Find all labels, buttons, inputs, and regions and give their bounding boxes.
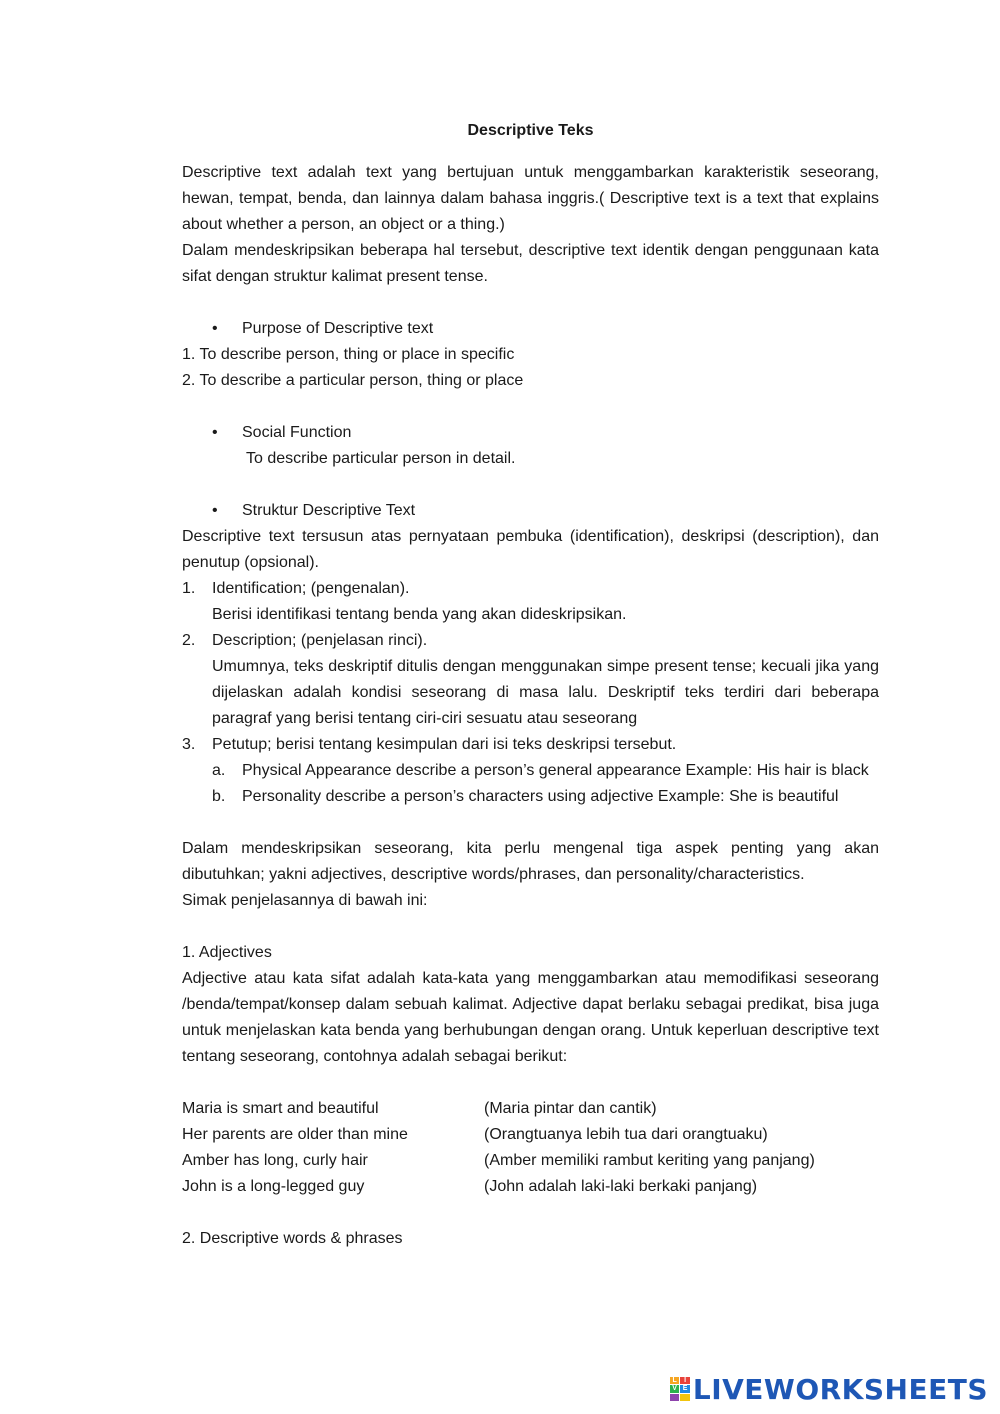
adjectives-heading: 1. Adjectives	[182, 944, 272, 961]
adjectives-paragraph: Adjective atau kata sifat adalah kata-kata yang menggambarkan atau memodifikasi seseorang /benda/tempat/konsep dalam sebuah kalimat. Adjective dapat berlaku sebagai predikat, bisa juga untuk menjelaskan kata benda yang berhubungan dengan orang. Untuk keperluan descriptive text tentang seseorang, contohnya adalah sebagai berikut:	[182, 970, 879, 1065]
structure-intro: Descriptive text tersusun atas pernyataan pembuka (identification), deskripsi (description), dan penutup (opsional).	[182, 528, 879, 571]
structure-subitem: b. Personality describe a person’s characters using adjective Example: She is beautiful	[212, 788, 839, 805]
social-function-text: To describe particular person in detail.	[246, 450, 516, 467]
structure-item: 1. Identification; (pengenalan).	[182, 580, 410, 597]
descriptive-words-heading: 2. Descriptive words & phrases	[182, 1230, 403, 1247]
worksheet-page	[182, 118, 879, 1252]
example-row: Her parents are older than mine (Orangtuanya lebih tua dari orangtuaku)	[182, 1126, 768, 1143]
page-title: Descriptive Teks	[467, 122, 594, 139]
structure-item: 3. Petutup; berisi tentang kesimpulan dari isi teks deskripsi tersebut.	[182, 736, 677, 753]
purpose-item-1: 1. To describe person, thing or place in specific	[182, 346, 515, 363]
liveworksheets-logo-icon	[670, 1377, 690, 1401]
social-function-heading: • Social Function	[182, 420, 879, 446]
structure-heading: • Struktur Descriptive Text	[182, 498, 879, 524]
example-row: Amber has long, curly hair (Amber memiliki rambut keriting yang panjang)	[182, 1152, 815, 1169]
liveworksheets-logo	[670, 1372, 988, 1406]
logo-wordmark: LIVEWORKSHEETS	[692, 1372, 988, 1406]
purpose-item-2: 2. To describe a particular person, thing or place	[182, 372, 524, 389]
aspects-paragraph: Dalam mendeskripsikan seseorang, kita perlu mengenal tiga aspek penting yang akan dibutuhkan; yakni adjectives, descriptive words/phrases, dan personality/characteristics.	[182, 840, 879, 883]
logo-tile	[670, 1394, 680, 1401]
structure-subitem: a. Physical Appearance describe a person’s general appearance Example: His hair is black	[212, 762, 869, 779]
logo-tile	[680, 1394, 690, 1401]
logo-tile: E	[680, 1385, 690, 1392]
purpose-heading: • Purpose of Descriptive text	[182, 316, 879, 342]
intro-paragraph: Descriptive text adalah text yang bertujuan untuk menggambarkan karakteristik seseorang, hewan, tempat, benda, dan lainnya dalam bahasa inggris.( Descriptive text is a text that explains about whether a person, an object or a thing.)	[182, 164, 879, 233]
aspects-note: Simak penjelasannya di bawah ini:	[182, 892, 428, 909]
structure-item-detail: Umumnya, teks deskriptif ditulis dengan menggunakan simpe present tense; kecuali jika yang dijelaskan adalah kondisi seseorang di masa lalu. Deskriptif teks terdiri dari beberapa paragraf yang berisi tentang ciri-ciri sesuatu atau seseorang	[212, 658, 879, 727]
logo-tile: L	[670, 1377, 680, 1384]
example-row: Maria is smart and beautiful (Maria pintar dan cantik)	[182, 1100, 657, 1117]
structure-item: 2. Description; (penjelasan rinci).	[182, 632, 428, 649]
logo-tile: V	[670, 1385, 680, 1392]
example-row: John is a long-legged guy (John adalah laki-laki berkaki panjang)	[182, 1178, 758, 1195]
logo-tile: I	[680, 1377, 690, 1384]
intro-paragraph-2: Dalam mendeskripsikan beberapa hal tersebut, descriptive text identik dengan penggunaan kata sifat dengan struktur kalimat present tense.	[182, 242, 879, 285]
structure-item-detail: Berisi identifikasi tentang benda yang akan dideskripsikan.	[212, 606, 627, 623]
